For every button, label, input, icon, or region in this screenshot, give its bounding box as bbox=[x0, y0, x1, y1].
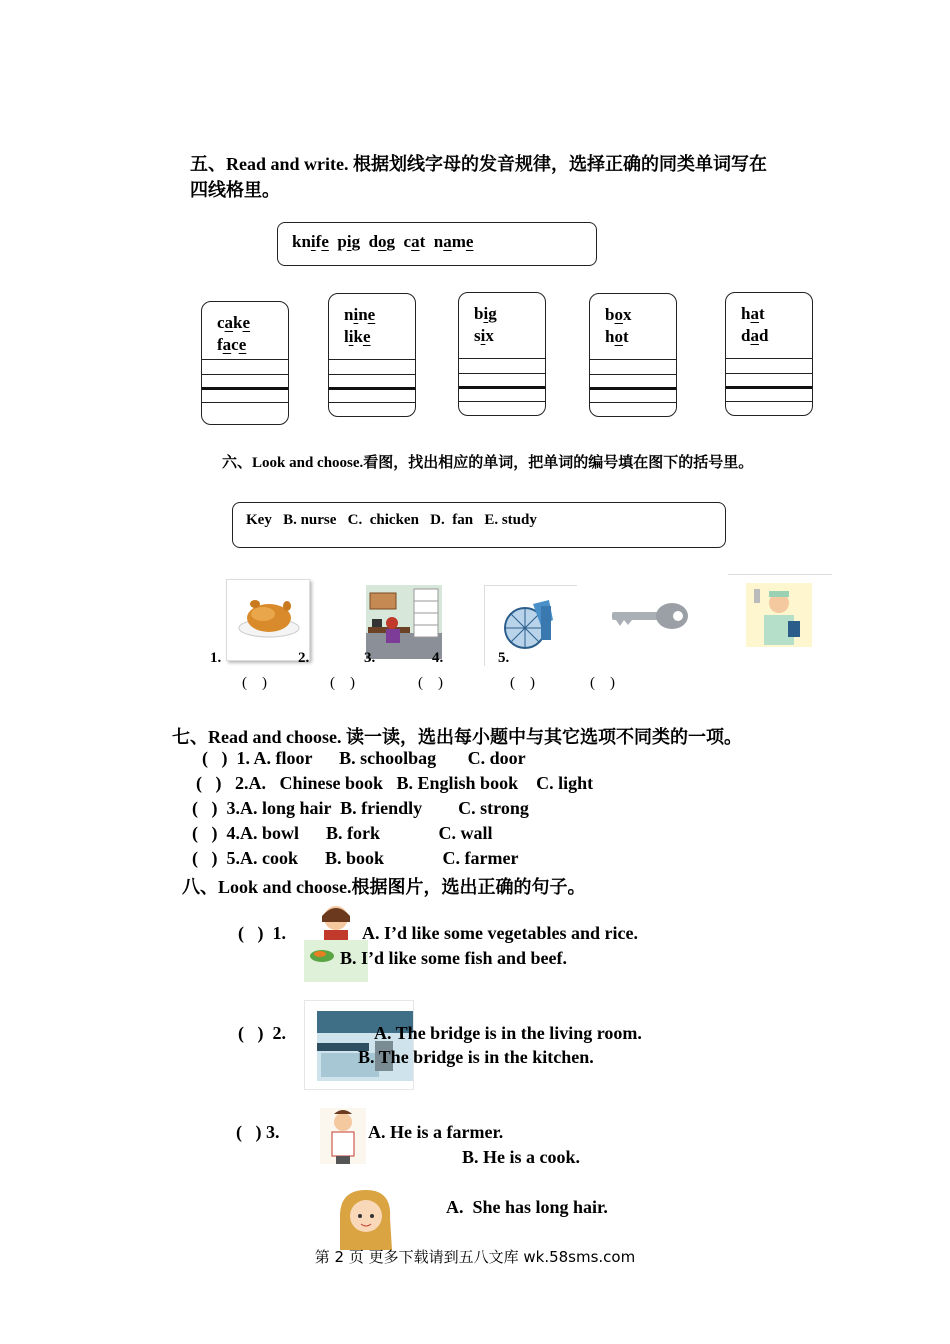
options-text: Key B. nurse C. chicken D. fan E. study bbox=[246, 512, 537, 528]
s7-question-1: ( ) 1. A. floor B. schoolbag C. door bbox=[202, 748, 526, 768]
answer-blank-5[interactable]: ( ) bbox=[590, 675, 615, 691]
s8-q3-option-a: A. He is a farmer. bbox=[368, 1122, 504, 1142]
phonics-card-o bbox=[589, 293, 677, 417]
phonics-card-a bbox=[201, 301, 289, 425]
pic-number-4: 4. bbox=[432, 650, 444, 666]
card-word: dad bbox=[741, 326, 769, 345]
s8-q3-number: ( ) 3. bbox=[236, 1122, 280, 1142]
s7-question-3: ( ) 3.A. long hair B. friendly C. strong bbox=[192, 798, 529, 818]
section7-title: 七、Read and choose. 读一读，选出每小题中与其它选项不同类的一项。 bbox=[172, 727, 743, 747]
card-word: cake bbox=[217, 313, 251, 332]
pic-number-5: 5. bbox=[498, 650, 510, 666]
card-word: hot bbox=[605, 327, 629, 346]
kitchen-image bbox=[304, 1000, 414, 1090]
pic-number-2: 2. bbox=[298, 650, 310, 666]
pic-number-1: 1. bbox=[210, 650, 222, 666]
s8-q4-option-a: A. She has long hair. bbox=[446, 1197, 608, 1217]
chicken-image bbox=[226, 579, 310, 661]
phonics-card-a-short bbox=[725, 292, 813, 416]
s7-question-2: ( ) 2.A. Chinese book B. English book C. light bbox=[196, 773, 594, 793]
card-word: like bbox=[344, 327, 371, 346]
section5-title-line1: 五、Read and write. 根据划线字母的发音规律，选择正确的同类单词写在 bbox=[190, 154, 767, 174]
s8-q2-number: ( ) 2. bbox=[238, 1023, 286, 1043]
word-name: name bbox=[433, 232, 474, 251]
s8-q3-option-b: B. He is a cook. bbox=[462, 1147, 581, 1167]
card-word: nine bbox=[344, 305, 376, 324]
girl-long-hair-image bbox=[326, 1186, 404, 1250]
word-dog: dog bbox=[368, 232, 396, 251]
study-room-image bbox=[366, 585, 442, 659]
word-cat: cat bbox=[403, 232, 426, 251]
word-bank bbox=[292, 232, 473, 252]
word-bank-box bbox=[277, 222, 597, 266]
word-knife: knife bbox=[292, 232, 329, 251]
key-image bbox=[608, 598, 694, 634]
section8-title: 八、Look and choose.根据图片，选出正确的句子。 bbox=[182, 877, 586, 897]
answer-blank-4[interactable]: ( ) bbox=[510, 675, 535, 691]
pic-number-3: 3. bbox=[364, 650, 376, 666]
card-word: face bbox=[217, 335, 247, 354]
options-box bbox=[232, 502, 726, 548]
s8-q1-option-b: B. I’d like some fish and beef. bbox=[340, 948, 568, 968]
s8-q1-option-a: A. I’d like some vegetables and rice. bbox=[362, 923, 638, 943]
phonics-card-short-i bbox=[458, 292, 546, 416]
nurse-image bbox=[728, 574, 832, 655]
card-word: six bbox=[474, 326, 494, 345]
s8-q2-option-a: A. The bridge is in the living room. bbox=[374, 1023, 642, 1043]
card-word: big bbox=[474, 304, 497, 323]
card-word: hat bbox=[741, 304, 765, 323]
answer-blank-2[interactable]: ( ) bbox=[330, 675, 355, 691]
girl-food-image bbox=[304, 900, 368, 982]
word-pig: pig bbox=[337, 232, 361, 251]
section5-title-line2: 四线格里。 bbox=[190, 180, 280, 200]
phonics-card-i bbox=[328, 293, 416, 417]
answer-blank-1[interactable]: ( ) bbox=[242, 675, 267, 691]
s7-question-5: ( ) 5.A. cook B. book C. farmer bbox=[192, 848, 519, 868]
s7-question-4: ( ) 4.A. bowl B. fork C. wall bbox=[192, 823, 493, 843]
s8-q2-option-b: B. The bridge is in the kitchen. bbox=[358, 1047, 594, 1067]
s8-q1-number: ( ) 1. bbox=[238, 923, 286, 943]
answer-blank-3[interactable]: ( ) bbox=[418, 675, 443, 691]
section6-title: 六、Look and choose.看图，找出相应的单词，把单词的编号填在图下的括号里。 bbox=[222, 455, 754, 471]
page-footer: 第 2 页 更多下载请到五八文库 wk.58sms.com bbox=[314, 1248, 636, 1266]
card-word: box bbox=[605, 305, 632, 324]
